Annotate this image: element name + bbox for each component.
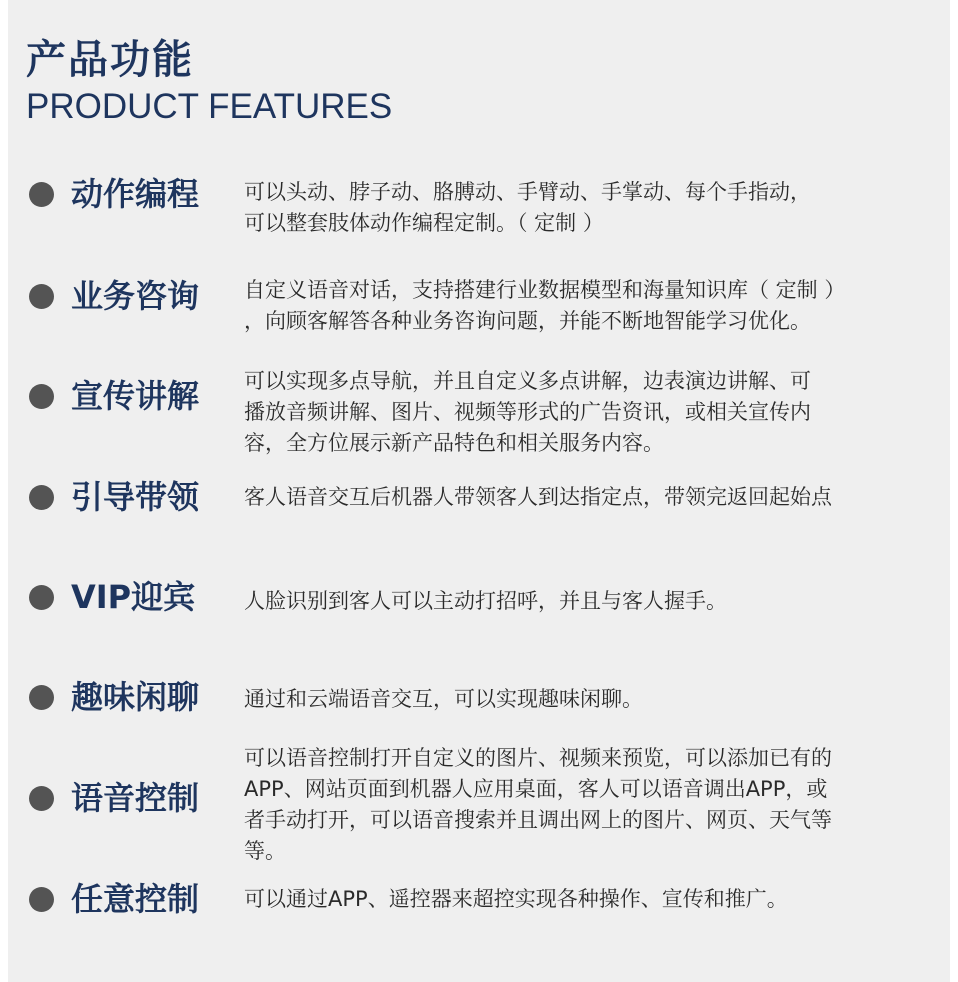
bullet-icon — [29, 786, 54, 811]
feature-description-line: ，向顾客解答各种业务咨询问题，并能不断地智能学习优化。 — [244, 309, 811, 333]
feature-title: 动作编程 — [71, 175, 200, 213]
bullet-icon — [29, 284, 54, 309]
feature-description-line: 可以语音控制打开自定义的图片、视频来预览，可以添加已有的 — [244, 746, 832, 770]
feature-description-line: APP、网站页面到机器人应用桌面，客人可以语音调出APP，或 — [244, 777, 828, 801]
feature-title: 语音控制 — [71, 779, 200, 817]
feature-title: 引导带领 — [71, 478, 200, 516]
feature-description-line: 可以实现多点导航，并且自定义多点讲解，边表演边讲解、可 — [244, 369, 811, 393]
feature-title: VIP迎宾 — [71, 578, 196, 616]
bullet-icon — [29, 685, 54, 710]
bullet-icon — [29, 384, 54, 409]
feature-description — [244, 743, 946, 867]
bullet-icon — [29, 585, 54, 610]
feature-title: 业务咨询 — [71, 277, 200, 315]
feature-description-line: 播放音频讲解、图片、视频等形式的广告资讯，或相关宣传内 — [244, 400, 811, 424]
feature-title: 宣传讲解 — [71, 377, 200, 415]
feature-description — [244, 684, 946, 715]
feature-description — [244, 482, 946, 513]
feature-description — [244, 366, 946, 459]
feature-description-line: 可以头动、脖子动、胳膊动、手臂动、手掌动、每个手指动， — [244, 180, 811, 204]
feature-description — [244, 177, 946, 239]
feature-description-line: 容，全方位展示新产品特色和相关服务内容。 — [244, 431, 664, 455]
feature-description-line: 等。 — [244, 839, 286, 863]
feature-title: 趣味闲聊 — [71, 678, 200, 716]
feature-description-line: 可以通过APP、遥控器来超控实现各种操作、宣传和推广。 — [244, 887, 788, 911]
page-title: 产品功能 — [26, 37, 194, 83]
feature-description-line: 可以整套肢体动作编程定制。（ 定制 ） — [244, 211, 604, 235]
feature-description-line: 者手动打开，可以语音搜索并且调出网上的图片、网页、天气等 — [244, 808, 832, 832]
bullet-icon — [29, 485, 54, 510]
feature-description-line: 人脸识别到客人可以主动打招呼，并且与客人握手。 — [244, 589, 727, 613]
feature-description-line: 客人语音交互后机器人带领客人到达指定点，带领完返回起始点 — [244, 485, 832, 509]
feature-description-line: 自定义语音对话，支持搭建行业数据模型和海量知识库（ 定制 ） — [244, 278, 846, 302]
feature-description — [244, 275, 946, 337]
feature-description — [244, 884, 946, 915]
feature-description — [244, 586, 946, 617]
bullet-icon — [29, 182, 54, 207]
feature-title: 任意控制 — [71, 880, 200, 918]
feature-description-line: 通过和云端语音交互，可以实现趣味闲聊。 — [244, 687, 643, 711]
bullet-icon — [29, 887, 54, 912]
page-subtitle: PRODUCT FEATURES — [26, 87, 393, 126]
